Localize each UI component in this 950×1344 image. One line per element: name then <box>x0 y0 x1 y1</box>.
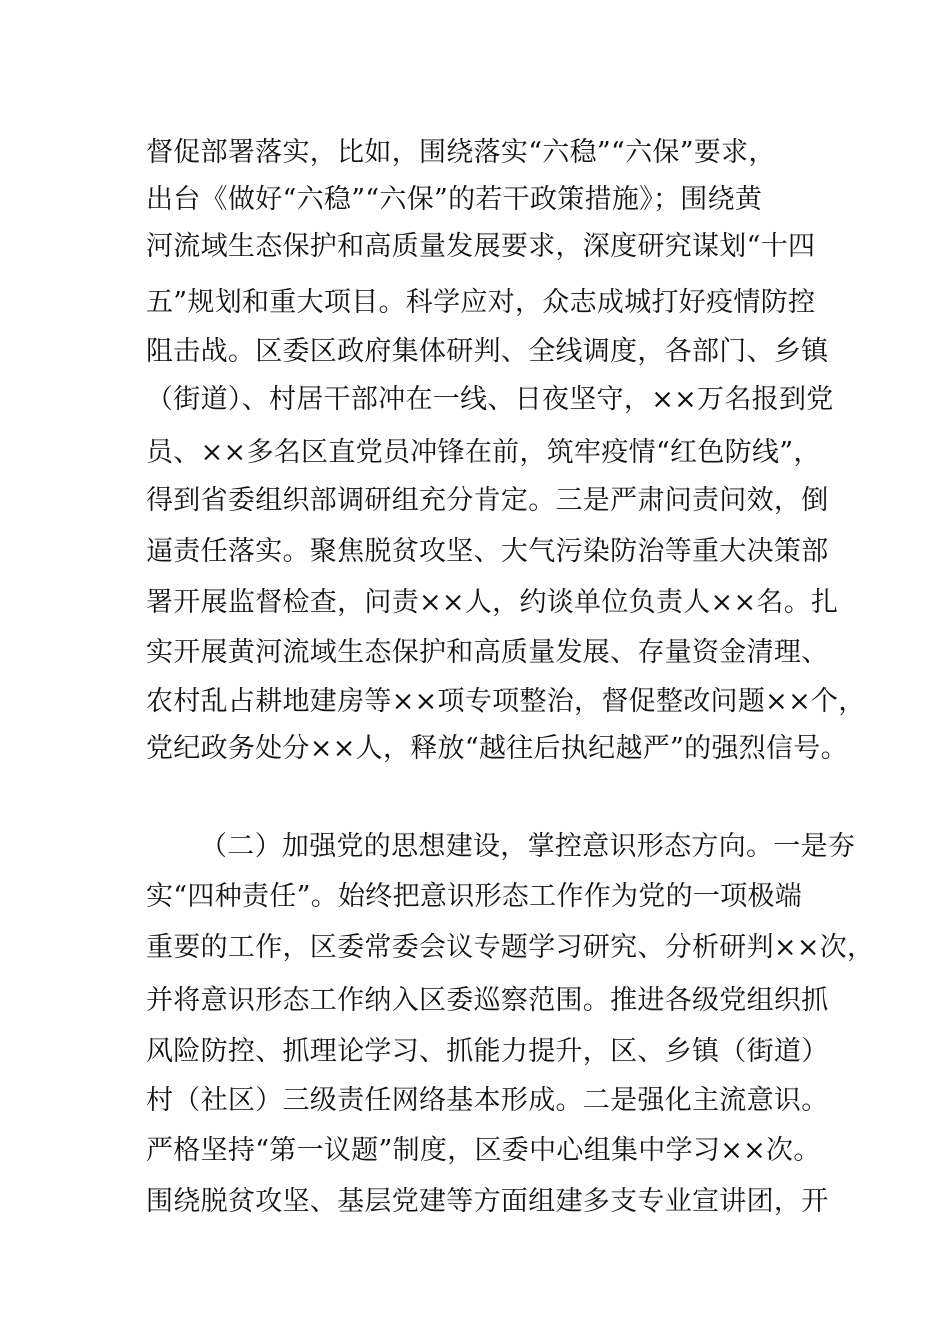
text-line: 得到省委组织部调研组充分肯定。三是严肃问责问效，倒 <box>146 485 829 516</box>
text-line: 并将意识形态工作纳入区委巡察范围。推进各级党组织抓 <box>146 985 829 1016</box>
text-line: 五”规划和重大项目。科学应对，众志成城打好疫情防控 <box>146 287 816 318</box>
text-line: 逼责任落实。聚焦脱贫攻坚、大气污染防治等重大决策部 <box>146 536 829 567</box>
text-line: 实开展黄河流域生态保护和高质量发展、存量资金清理、 <box>146 637 829 668</box>
text-line: 重要的工作，区委常委会议专题学习研究、分析研判××次， <box>146 932 875 963</box>
text-line: 严格坚持“第一议题”制度，区委中心组集中学习××次。 <box>146 1135 821 1166</box>
text-line: 风险防控、抓理论学习、抓能力提升，区、乡镇（街道） <box>146 1036 829 1067</box>
text-line: 员、××多名区直党员冲锋在前，筑牢疫情“红色防线”， <box>146 437 821 468</box>
text-line: 署开展监督检查，问责××人，约谈单位负责人××名。扎 <box>146 587 839 618</box>
text-line: 党纪政务处分××人，释放“越往后执纪越严”的强烈信号。 <box>146 733 848 764</box>
text-line: 农村乱占耕地建房等××项专项整治，督促整改问题××个， <box>146 686 866 717</box>
text-line: 河流域生态保护和高质量发展要求，深度研究谋划“十四 <box>146 231 816 262</box>
text-line: 阻击战。区委区政府集体研判、全线调度，各部门、乡镇 <box>146 336 829 367</box>
text-line: 实“四种责任”。始终把意识形态工作作为党的一项极端 <box>146 881 803 912</box>
text-line: 督促部署落实，比如，围绕落实“六稳”“六保”要求， <box>146 137 776 168</box>
text-line: 村（社区）三级责任网络基本形成。二是强化主流意识。 <box>146 1085 829 1116</box>
text-line: （街道）、村居干部冲在一线、日夜坚守，××万名报到党 <box>146 384 834 415</box>
text-line: （二）加强党的思想建设，掌控意识形态方向。一是夯 <box>200 831 856 862</box>
text-line: 出台《做好“六稳”“六保”的若干政策措施》；围绕黄 <box>146 184 763 215</box>
text-line: 围绕脱贫攻坚、基层党建等方面组建多支专业宣讲团，开 <box>146 1186 829 1217</box>
